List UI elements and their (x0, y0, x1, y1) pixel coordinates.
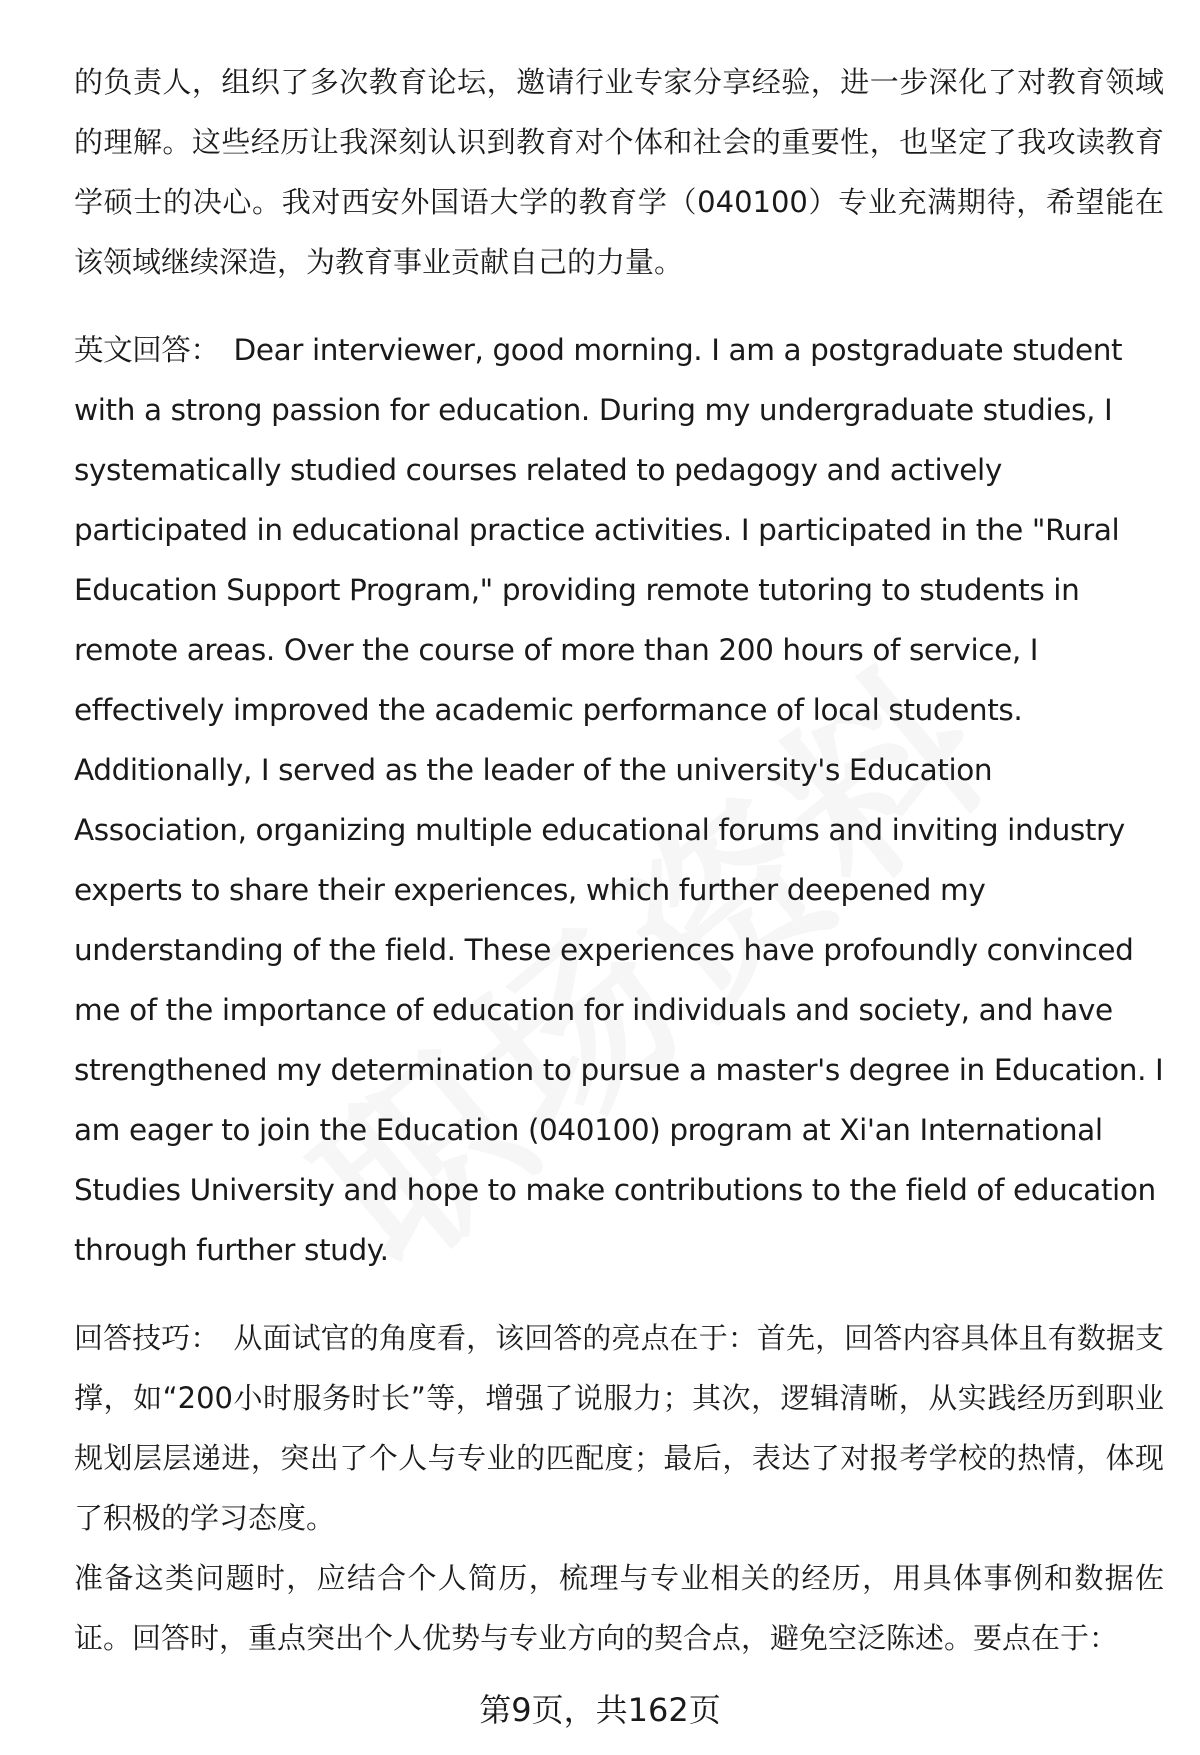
page-content (74, 52, 1164, 1668)
answer-tips-paragraph (74, 1308, 1164, 1548)
english-answer-paragraph (74, 320, 1164, 1280)
english-answer-text: Dear interviewer, good morning. I am a postgraduate student with a strong passion for education. During my undergraduate studies, I systematically studied courses related to pedagogy and actively participated in educational practice activities. I participated in the "Rural Education Support Program," providing remote tutoring to students in remote areas. Over the course of more than 200 hours of service, I effectively improved the academic performance of local students. Additionally, I served as the leader of the university's Education Association, organizing multiple educational forums and inviting industry experts to share their experiences, which further deepened my understanding of the field. These experiences have profoundly convinced me of the importance of education for individuals and society, and have strengthened my determination to pursue a master's degree in Education. I am eager to join the Education (040100) program at Xi'an International Studies University and hope to make contributions to the field of education through further study. (74, 333, 1164, 1267)
answer-tips-text: 从面试官的角度看，该回答的亮点在于：首先，回答内容具体且有数据支撑，如“200小时服务时长”等，增强了说服力；其次，逻辑清晰，从实践经历到职业规划层层递进，突出了个人与专业的匹配度；最后，表达了对报考学校的热情，体现了积极的学习态度。 (74, 1321, 1164, 1535)
english-answer-label: 英文回答： (74, 333, 220, 367)
preparation-advice: 准备这类问题时，应结合个人简历，梳理与专业相关的经历，用具体事例和数据佐证。回答时，重点突出个人优势与专业方向的契合点，避免空泛陈述。要点在于： (74, 1561, 1164, 1655)
answer-tips-label: 回答技巧： (74, 1321, 220, 1355)
page-number-footer: 第9页，共162页 (479, 1691, 721, 1729)
chinese-answer-tail: 的负责人，组织了多次教育论坛，邀请行业专家分享经验，进一步深化了对教育领域的理解。这些经历让我深刻认识到教育对个体和社会的重要性，也坚定了我攻读教育学硕士的决心。我对西安外国语大学的教育学（040100）专业充满期待，希望能在该领域继续深造，为教育事业贡献自己的力量。 (74, 65, 1164, 279)
